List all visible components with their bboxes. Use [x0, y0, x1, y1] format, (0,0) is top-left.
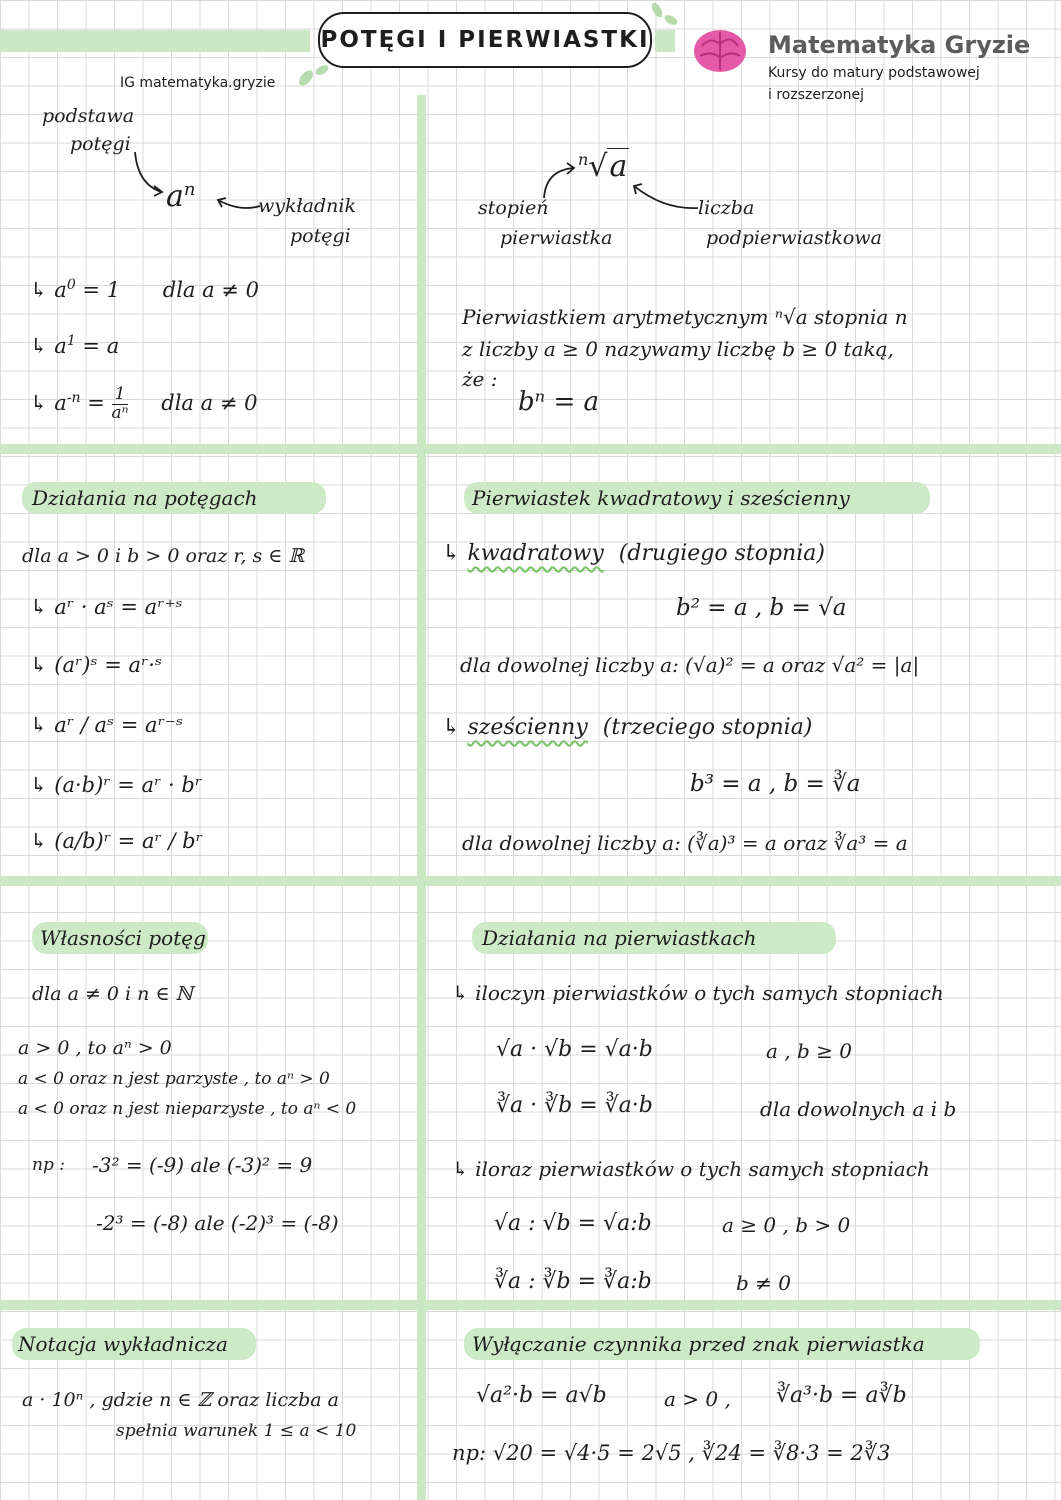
- power-props-condition: dla a ≠ 0 i n ∈ ℕ: [32, 983, 193, 1005]
- power-op-rule: ↳ (aʳ)ˢ = aʳ·ˢ: [30, 653, 163, 677]
- arrow-bullet-icon: ↳: [30, 653, 55, 677]
- root-expr: $^n$√a: [578, 149, 628, 184]
- quotient-cube: ∛a : ∛b = ∛a:b: [494, 1269, 652, 1294]
- title-sparkle-icon: [296, 62, 336, 92]
- brand-name: Matematyka Gryzie: [768, 31, 1031, 59]
- product-sq: √a · √b = √a·b: [496, 1037, 653, 1062]
- power-props-heading: Własności potęg: [40, 926, 206, 950]
- arrow-to-base-icon: [130, 150, 170, 200]
- divider-row-3: [0, 1300, 1061, 1310]
- arrow-bullet-icon: ↳: [452, 981, 476, 1005]
- cube-desc: (trzeciego stopnia): [602, 715, 813, 740]
- arrow-bullet-icon: ↳: [442, 715, 468, 740]
- factor-cube: ∛a³·b = a∛b: [776, 1383, 907, 1408]
- sci-notation-heading: Notacja wykładnicza: [18, 1332, 228, 1356]
- quotient-sq: √a : √b = √a:b: [494, 1211, 652, 1236]
- exp-label-2: potęgi: [290, 225, 351, 247]
- arrow-bullet-icon: ↳: [30, 278, 55, 302]
- power-expr: $a^n$: [166, 179, 196, 214]
- index-label-1: stopień: [478, 197, 549, 219]
- ig-handle: IG matematyka.gryzie: [120, 75, 276, 91]
- power-op-rule: ↳ aʳ · aˢ = aʳ⁺ˢ: [30, 595, 183, 619]
- root-def-line-2: z liczby a ≥ 0 nazywamy liczbę b ≥ 0 taką,: [462, 337, 894, 361]
- base-label-2: potęgi: [70, 133, 131, 155]
- square-label: kwadratowy: [467, 541, 604, 566]
- divider-column: [417, 95, 426, 1500]
- cube-label: sześcienny: [467, 715, 588, 740]
- brand-tagline-1: Kursy do matury podstawowej: [768, 65, 980, 81]
- product-cube-cond: dla dowolnych a i b: [760, 1097, 957, 1121]
- arrow-bullet-icon: ↳: [30, 390, 55, 415]
- root-ops-heading: Działania na pierwiastkach: [482, 926, 757, 950]
- quotient-sq-cond: a ≥ 0 , b > 0: [722, 1213, 851, 1237]
- root-def-line-1: Pierwiastkiem arytmetycznym ⁿ√a stopnia n: [462, 305, 908, 329]
- brain-logo-icon: [690, 26, 750, 76]
- arrow-bullet-icon: ↳: [452, 1157, 476, 1181]
- product-label: ↳ iloczyn pierwiastków o tych samych stopniach: [452, 981, 944, 1005]
- brand-tagline-2: i rozszerzonej: [768, 87, 865, 103]
- base-label-1: podstawa: [42, 105, 135, 127]
- power-prop-line: a > 0 , to aⁿ > 0: [18, 1037, 172, 1059]
- divider-row-2: [0, 876, 1061, 886]
- arrow-to-exponent-icon: [210, 192, 262, 216]
- example-1: -3² = (-9) ale (-3)² = 9: [92, 1153, 313, 1177]
- example-2: -2³ = (-8) ale (-2)³ = (-8): [96, 1211, 339, 1235]
- arrow-to-index-icon: [540, 158, 582, 202]
- quotient-label: ↳ iloraz pierwiastków o tych samych stopniach: [452, 1157, 930, 1181]
- example-label: np :: [32, 1155, 65, 1175]
- exp-label-1: wykładnik: [258, 195, 356, 217]
- title-sparkle-icon-right: [645, 0, 685, 30]
- root-def-line-3: że :: [462, 367, 498, 391]
- power-ops-condition: dla a > 0 i b > 0 oraz r, s ∈ ℝ: [22, 545, 305, 567]
- product-cube: ∛a · ∛b = ∛a·b: [496, 1093, 653, 1118]
- factor-example: np: √20 = √4·5 = 2√5 , ∛24 = ∛8·3 = 2∛3: [452, 1441, 891, 1465]
- power-prop-line: a < 0 oraz n jest parzyste , to aⁿ > 0: [18, 1069, 330, 1089]
- divider-row-1: [0, 444, 1061, 454]
- radicand-label-2: podpierwiastkowa: [706, 227, 882, 249]
- power-op-rule: ↳ (a/b)ʳ = aʳ / bʳ: [30, 829, 203, 853]
- cube-formula: b³ = a , b = ∛a: [690, 771, 861, 797]
- roots-heading: Pierwiastek kwadratowy i sześcienny: [472, 486, 850, 510]
- cube-any: dla dowolnej liczby a: (∛a)³ = a oraz ∛a³ = a: [462, 831, 908, 855]
- power-op-rule: ↳ aʳ / aˢ = aʳ⁻ˢ: [30, 713, 184, 737]
- factor-sq: √a²·b = a√b: [476, 1383, 607, 1408]
- page-title: POTĘGI I PIERWIASTKI: [320, 27, 650, 53]
- square-any: dla dowolnej liczby a: (√a)² = a oraz √a² = |a|: [460, 653, 920, 677]
- square-formula: b² = a , b = √a: [676, 595, 847, 621]
- factor-sq-cond: a > 0 ,: [664, 1387, 731, 1411]
- arrow-to-radicand-icon: [624, 178, 700, 212]
- arrow-bullet-icon: ↳: [30, 713, 55, 737]
- power-rule-one: ↳ $a^1 = a$: [30, 333, 120, 358]
- radicand-label-1: liczba: [698, 197, 755, 219]
- sci-line-1: a · 10ⁿ , gdzie n ∈ ℤ oraz liczba a: [22, 1389, 339, 1411]
- arrow-bullet-icon: ↳: [30, 773, 55, 797]
- power-rule-zero: ↳ $a^0 = 1$ dla a ≠ 0: [30, 277, 259, 302]
- index-label-2: pierwiastka: [500, 227, 613, 249]
- title-bubble: [318, 12, 652, 68]
- arrow-bullet-icon: ↳: [442, 541, 468, 566]
- top-band-right: [655, 30, 675, 52]
- power-ops-heading: Działania na potęgach: [32, 486, 258, 510]
- arrow-bullet-icon: ↳: [30, 829, 55, 853]
- product-sq-cond: a , b ≥ 0: [766, 1039, 852, 1063]
- power-rule-negative: ↳ $a^{-n}$ = $\frac{1}{\text{aⁿ}}$ dla a ≠ 0: [30, 384, 258, 423]
- square-desc: (drugiego stopnia): [618, 541, 825, 566]
- factor-out-heading: Wyłączanie czynnika przed znak pierwiastka: [472, 1332, 925, 1356]
- root-def-formula: bⁿ = a: [518, 387, 599, 417]
- sci-line-2: spełnia warunek 1 ≤ a < 10: [116, 1421, 357, 1441]
- top-band: [0, 30, 310, 52]
- cube-root-row: [442, 716, 812, 740]
- power-prop-line: a < 0 oraz n jest nieparzyste , to aⁿ < 0: [18, 1099, 357, 1119]
- power-op-rule: ↳ (a·b)ʳ = aʳ · bʳ: [30, 773, 203, 797]
- arrow-bullet-icon: ↳: [30, 334, 55, 358]
- quotient-cube-cond: b ≠ 0: [736, 1271, 791, 1295]
- square-root-row: [442, 542, 825, 566]
- arrow-bullet-icon: ↳: [30, 595, 55, 619]
